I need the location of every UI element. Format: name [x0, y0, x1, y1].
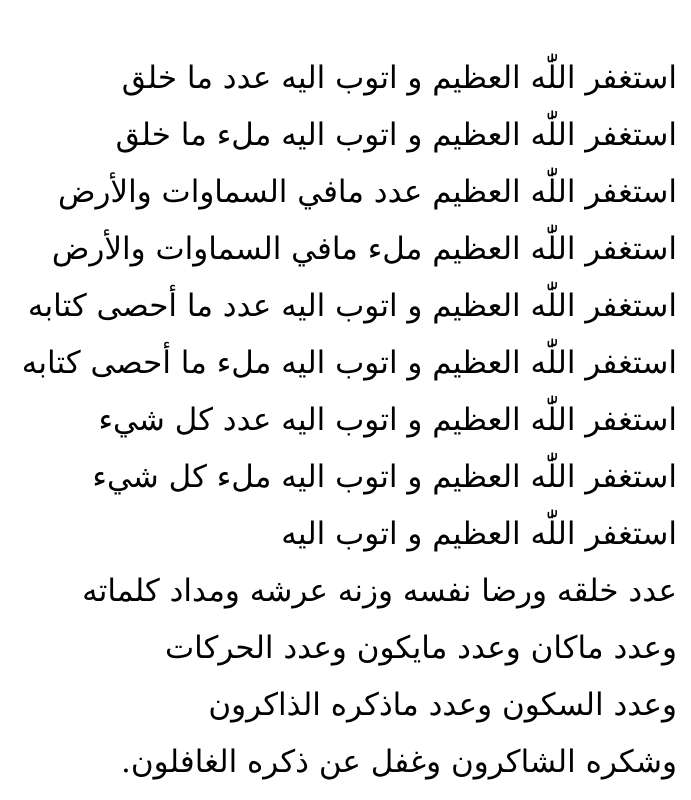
text-line: استغفر اللّٰه العظيم و اتوب اليه ملء كل شيء — [92, 459, 677, 495]
text-line: استغفر اللّٰه العظيم ملء مافي السماوات والأرض — [51, 231, 677, 267]
text-line: وعدد السكون وعدد ماذكره الذاكرون — [208, 687, 677, 723]
text-line: استغفر اللّٰه العظيم و اتوب اليه ملء ما خلق — [115, 117, 677, 153]
text-line: استغفر اللّٰه العظيم و اتوب اليه — [281, 516, 677, 552]
text-line: استغفر اللّٰه العظيم و اتوب اليه عدد ما خلق — [121, 60, 677, 96]
text-line: وعدد ماكان وعدد مايكون وعدد الحركات — [164, 630, 677, 666]
text-line: وشكره الشاكرون وغفل عن ذكره الغافلون. — [121, 744, 677, 780]
text-line: استغفر اللّٰه العظيم و اتوب اليه عدد ما أحصى كتابه — [27, 288, 677, 324]
text-line: استغفر اللّٰه العظيم عدد مافي السماوات والأرض — [57, 174, 677, 210]
text-line: استغفر اللّٰه العظيم و اتوب اليه ملء ما أحصى كتابه — [21, 345, 677, 381]
dua-text — [0, 50, 691, 791]
text-line: عدد خلقه ورضا نفسه وزنه عرشه ومداد كلماته — [82, 573, 677, 609]
text-line: استغفر اللّٰه العظيم و اتوب اليه عدد كل شيء — [98, 402, 677, 438]
